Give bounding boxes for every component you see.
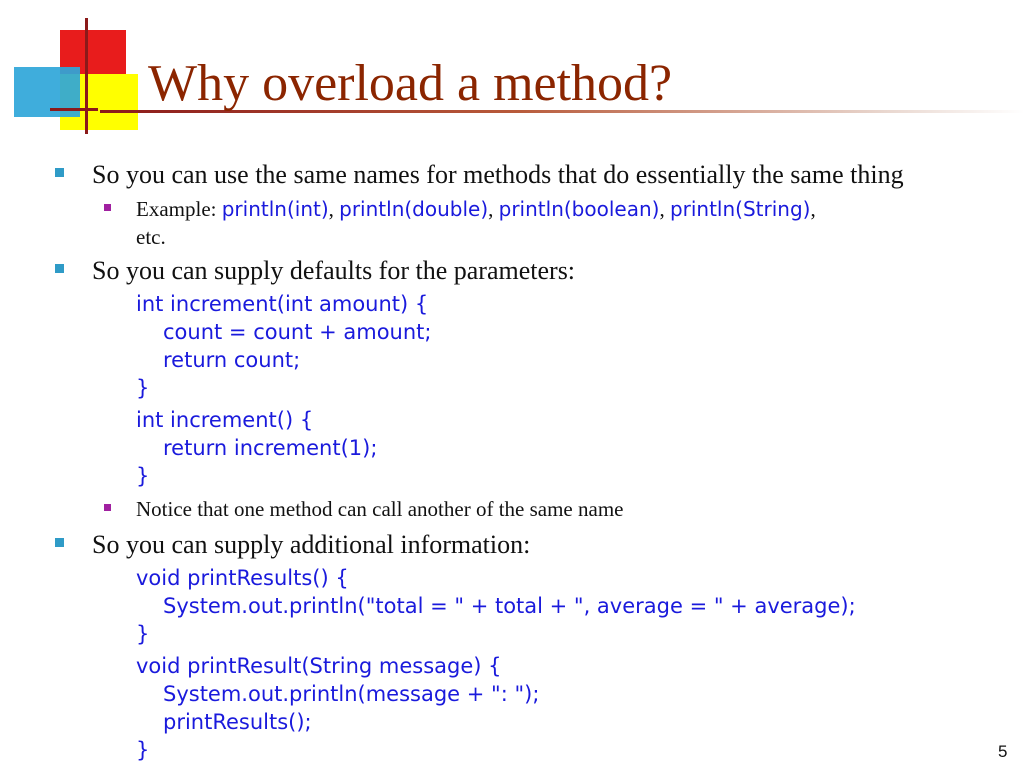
bullet-marker-3	[55, 538, 64, 547]
sub-bullet-example	[136, 196, 816, 222]
deco-vertical-line	[85, 18, 88, 134]
code-line: return increment(1);	[163, 436, 378, 460]
code-line: }	[136, 622, 150, 646]
code-line: void printResults() {	[136, 566, 349, 590]
code-line: return count;	[163, 348, 301, 372]
example-prefix: Example:	[136, 197, 222, 221]
code-line: System.out.println(message + ": ");	[163, 682, 540, 706]
bullet-3-text: So you can supply additional information:	[92, 530, 531, 559]
example-suffix: ,	[810, 197, 816, 221]
code-line: System.out.println("total = " + total + ", average = " + average);	[163, 594, 856, 618]
separator: ,	[328, 197, 340, 221]
bullet-1-text: So you can use the same names for methods that do essentially the same thing	[92, 160, 904, 189]
deco-horizontal-line	[50, 108, 98, 111]
code-line: void printResult(String message) {	[136, 654, 502, 678]
separator: ,	[659, 197, 670, 221]
bullet-marker-1	[55, 168, 64, 177]
sub-bullet-note: Notice that one method can call another of the same name	[136, 497, 624, 521]
sub-bullet-marker-1	[104, 204, 111, 211]
code-line: int increment(int amount) {	[136, 292, 429, 316]
bullet-2-text: So you can supply defaults for the parameters:	[92, 256, 576, 285]
sub-bullet-continuation: etc.	[136, 225, 166, 249]
code-line: count = count + amount;	[163, 320, 432, 344]
sub-bullet-marker-2	[104, 504, 111, 511]
code-println-string: println(String)	[669, 197, 811, 221]
code-line: }	[136, 464, 150, 488]
code-line: printResults();	[163, 710, 312, 734]
code-println-int: println(int)	[221, 197, 329, 221]
page-number: 5	[998, 742, 1008, 761]
code-line: int increment() {	[136, 408, 314, 432]
slide-title: Why overload a method?	[148, 55, 673, 112]
separator: ,	[488, 197, 499, 221]
code-println-double: println(double)	[339, 197, 489, 221]
bullet-marker-2	[55, 264, 64, 273]
code-line: }	[136, 738, 150, 762]
code-line: }	[136, 376, 150, 400]
code-println-boolean: println(boolean)	[498, 197, 660, 221]
